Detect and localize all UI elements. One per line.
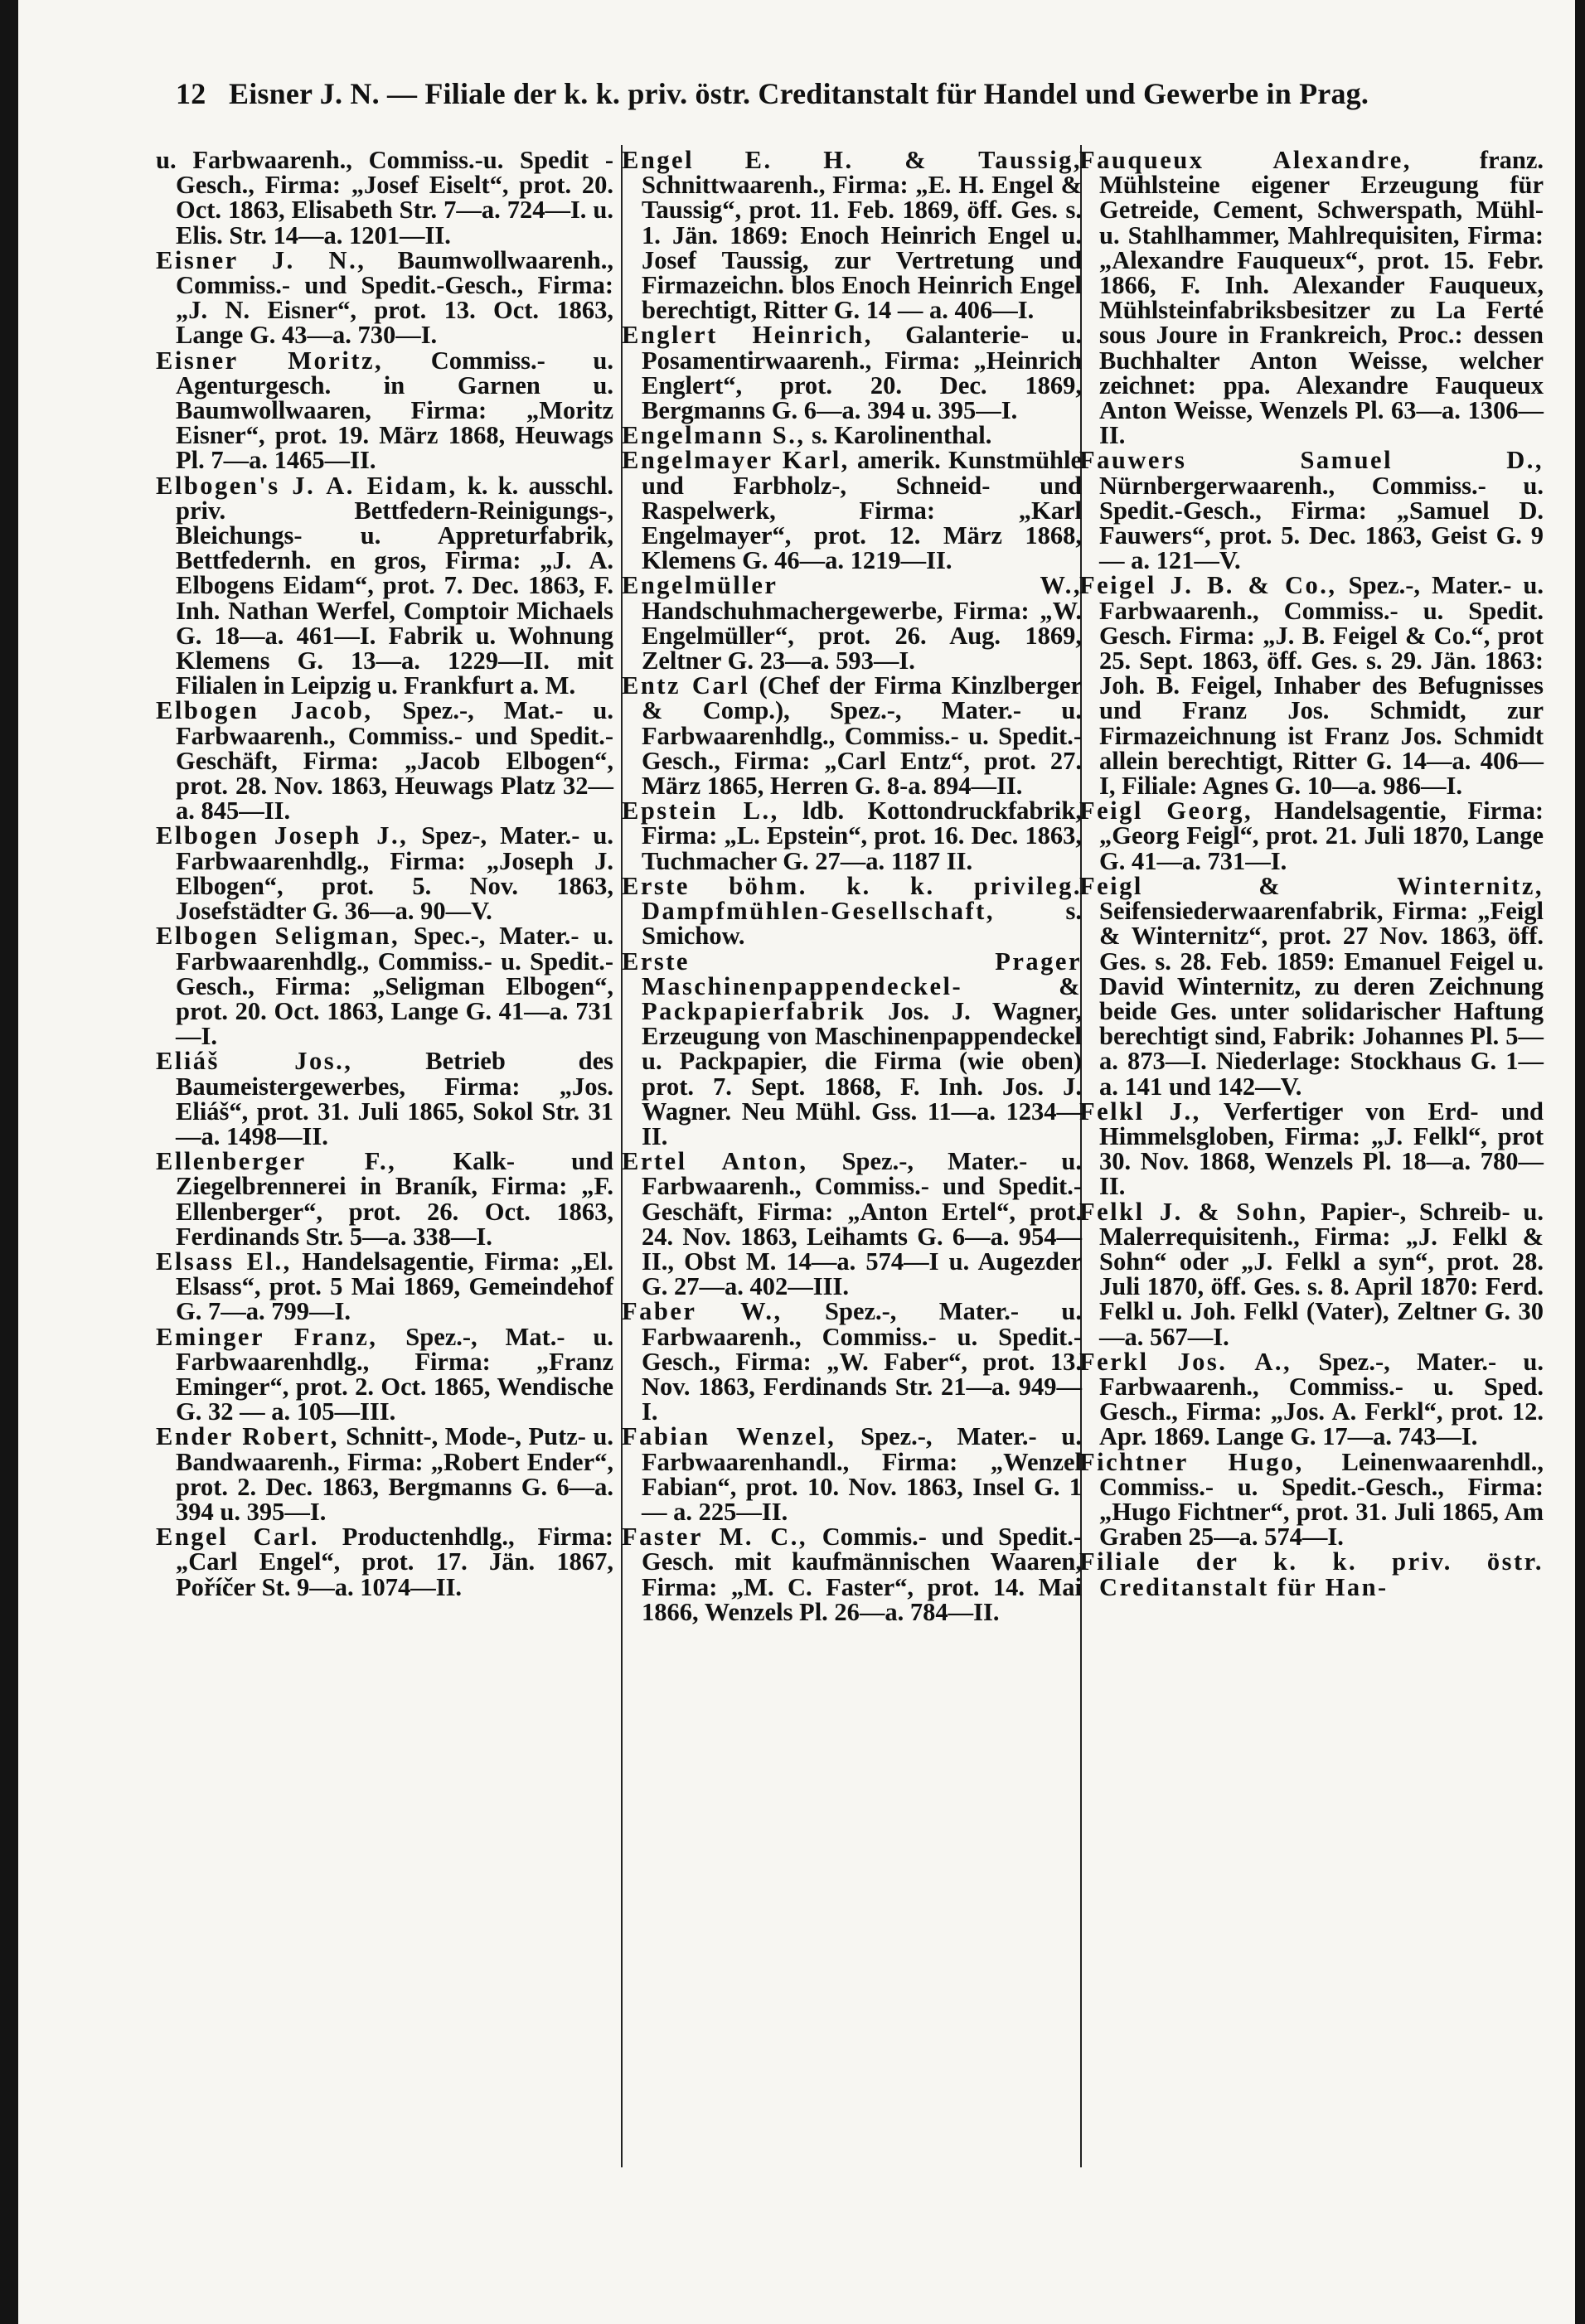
entry-name: Engelmüller W., xyxy=(622,571,1082,600)
entry-name: Entz Carl xyxy=(622,671,750,700)
entry-text: Spez.-, Mater.- u. Farbwaarenhandl., Firma: „Wenzel Fabian“, prot. 10. Nov. 1863, Insel G. 1 — a. 225—II. xyxy=(642,1422,1083,1526)
entry-name: Engel Carl. xyxy=(156,1523,319,1552)
directory-entry xyxy=(622,1149,1082,1299)
entry-text: Commis.- und Spedit.-Gesch. mit kaufmännischen Waaren, Firma: „M. C. Faster“, prot. 14. Mai 1866, Wenzels Pl. 26—a. 784—II. xyxy=(642,1523,1082,1626)
entry-text: k. k. ausschl. priv. Bettfedern-Reinigungs-, Bleichungs- u. Appreturfabrik, Bettfedernh. en gros, Firma: „J. A. Elbogens Eidam“, prot. 7. Dec. 1863, F. Inh. Nathan Werfel, Comptoir Michaels G. 18—a. 461—I. Fabrik u. Wohnung Klemens G. 13—a. 1229—II. mit Filialen in Leipzig u. Frankfurt a. M. xyxy=(176,471,614,700)
directory-entry xyxy=(622,871,1082,951)
directory-entry xyxy=(156,1048,613,1149)
entry-name: Engel E. H. & Taussig, xyxy=(622,146,1082,174)
entry-name: Faster M. C., xyxy=(622,1523,807,1552)
entry-name: Ferkl Jos. A., xyxy=(1079,1347,1292,1376)
entry-text: Spez.-, Mater.- u. Farbwaarenh., Commiss.- u. Spedit. Gesch. Firma: „J. B. Feigel & Co.“, prot 25. Sept. 1863, öff. Ges. s. 29. Jän. 1863: Joh. B. Feigel, Inhaber des Befugnisses und Franz Jos. Schmidt, zur Firmazeichnung ist Franz Jos. Schmidt allein berechtigt, Ritter G. 14—a. 406—I, Filiale: Agnes G. 10—a. 986—I. xyxy=(1099,571,1544,801)
directory-entry xyxy=(156,348,613,473)
directory-entry xyxy=(156,1149,613,1249)
entry-text: Handelsagentie, Firma: „Georg Feigl“, prot. 21. Juli 1870, Lange G. 41—a. 731—I. xyxy=(1099,796,1544,875)
entry-text: franz. Mühlsteine eigener Erzeugung für Getreide, Cement, Schwerspath, Mühl- u. Stahlhammer, Mahlrequisiten, Firma: „Alexandre Fauqueux“, prot. 15. Febr. 1866, F. Inh. Alexander Fauqueux, Mühlsteinfabriksbesitzer zu La Ferté sous Joure in Frankreich, Proc.: dessen Buchhalter Anton Weisse, welcher zeichnet: ppa. Alexandre Fauqueux Anton Weisse, Wenzels Pl. 63—a. 1306—II. xyxy=(1099,146,1544,450)
entry-text: Spez.-, Mater.- u. Farbwaarenh., Commiss.- u. Spedit.-Gesch., Firma: „W. Faber“, prot. 13. Nov. 1863, Ferdinands Str. 21—a. 949—I. xyxy=(642,1297,1082,1426)
entry-name: Elbogen's J. A. Eidam, xyxy=(156,471,458,500)
entry-name: Ellenberger F., xyxy=(156,1147,397,1176)
entry-text: amerik. Kunstmühle und Farbholz-, Schneid- und Raspelwerk, Firma: „Karl Engelmayer“, prot. 12. März 1868, Klemens G. 46—a. 1219—II. xyxy=(642,446,1083,575)
entry-text: Galanterie- u. Posamentirwaarenh., Firma: „Heinrich Englert“, prot. 20. Dec. 1869, Bergmanns G. 6—a. 394 u. 395—I. xyxy=(642,321,1082,425)
entry-text: Betrieb des Baumeistergewerbes, Firma: „Jos. Eliáš“, prot. 31. Juli 1865, Sokol Str. 31—a. 1498—II. xyxy=(176,1047,614,1150)
entry-name: Fauqueux Alexandre, xyxy=(1079,146,1412,174)
column-2 xyxy=(622,148,1082,1624)
directory-entry xyxy=(622,1299,1082,1424)
directory-entry xyxy=(622,949,1082,1150)
directory-entry xyxy=(622,573,1082,673)
directory-entry xyxy=(622,798,1082,874)
entry-text: Spec.-, Mater.- u. Farbwaarenhdlg., Commiss.- u. Spedit.-Gesch., Firma: „Seligman Elbogen“, prot. 20. Oct. 1863, Lange G. 41—a. 731—I. xyxy=(176,922,614,1051)
directory-entry xyxy=(156,473,613,699)
directory-entry xyxy=(156,922,614,1051)
entry-name: Elbogen Jacob, xyxy=(156,696,373,725)
directory-entry xyxy=(156,148,613,248)
entry-text: Nürnbergerwaarenh., Commiss.- u. Spedit.-Gesch., Firma: „Samuel D. Fauwers“, prot. 5. Dec. 1863, Geist G. 9 — a. 121—V. xyxy=(1099,471,1544,575)
entry-text: u. Farbwaarenh., Commiss.-u. Spedit -Gesch., Firma: „Josef Eiselt“, prot. 20. Oct. 1863, Elisabeth Str. 7—a. 724—I. u. Elis. Str. 14—a. 1201—II. xyxy=(156,146,613,249)
entry-name: Ertel Anton, xyxy=(622,1147,808,1176)
entry-name: Ender Robert, xyxy=(156,1422,339,1451)
entry-name: Felkl J. & Sohn, xyxy=(1079,1197,1308,1226)
directory-entry xyxy=(1079,1549,1544,1599)
entry-name: Engelmann S., xyxy=(622,421,806,450)
entry-name: Elbogen Seligman, xyxy=(156,922,400,951)
directory-entry xyxy=(156,1324,613,1425)
running-title: Eisner J. N. — Filiale der k. k. priv. östr. Creditanstalt für Handel und Gewerbe in Prag. xyxy=(229,77,1369,110)
directory-entry xyxy=(1079,871,1544,1101)
directory-entry xyxy=(622,423,1082,448)
page-header xyxy=(176,76,1469,111)
entry-name: Erste Prager Maschinenpappendeckel- & Packpapierfabrik xyxy=(622,947,1082,1025)
directory-entry xyxy=(156,1524,613,1600)
entry-name: Eminger Franz, xyxy=(156,1322,378,1351)
directory-entry xyxy=(1079,448,1544,573)
entry-name: Elbogen Joseph J., xyxy=(156,821,409,850)
entry-name: Fichtner Hugo, xyxy=(1079,1447,1304,1476)
entry-text: s. Smichow. xyxy=(642,897,1082,951)
entry-text: Spez.-, Mat.- u. Farbwaarenhdlg., Firma: „Franz Eminger“, prot. 2. Oct. 1865, Wendische G. 32 — a. 105—III. xyxy=(176,1322,613,1426)
directory-entry xyxy=(156,696,613,826)
entry-text: Spez.-, Mater.- u. Farbwaarenh., Commiss.- u. Sped. Gesch., Firma: „Jos. A. Ferkl“, prot. 12. Apr. 1869. Lange G. 17—a. 743—I. xyxy=(1099,1347,1544,1451)
entry-name: Eisner Moritz, xyxy=(156,346,384,375)
entry-text: Leinenwaarenhdl., Commiss.- u. Spedit.-Gesch., Firma: „Hugo Fichtner“, prot. 31. Juli 1865, Am Graben 25—a. 574—I. xyxy=(1099,1447,1544,1552)
entry-text: Spez.-, Mater.- u. Farbwaarenh., Commiss.- und Spedit.-Geschäft, Firma: „Anton Ertel“, prot. 24. Nov. 1863, Leihamts G. 6—a. 954—II., Obst M. 14—a. 574—I u. Augezder G. 27—a. 402—III. xyxy=(642,1147,1083,1301)
entry-text: Papier-, Schreib- u. Malerrequisitenh., Firma: „J. Felkl & Sohn“ oder „J. Felkl a syn“, prot. 28. Juli 1870, öff. Ges. s. 8. April 1870: Ferd. Felkl u. Joh. Felkl (Vater), Zeltner G. 30—a. 567—I. xyxy=(1099,1197,1544,1351)
entry-name: Felkl J., xyxy=(1079,1097,1201,1126)
entry-name: Faber W., xyxy=(622,1297,783,1326)
entry-name: Fabian Wenzel, xyxy=(622,1422,836,1451)
directory-entry xyxy=(1079,1349,1544,1450)
entry-name: Elsass El., xyxy=(156,1247,292,1276)
entry-text: Productenhdlg., Firma: „Carl Engel“, prot. 17. Jän. 1867, Poříčer St. 9—a. 1074—II. xyxy=(176,1523,613,1601)
entry-text: Schnitt-, Mode-, Putz- u. Bandwaarenh., Firma: „Robert Ender“, prot. 2. Dec. 1863, Bergmanns G. 6—a. 394 u. 395—I. xyxy=(176,1422,613,1526)
entry-name: Epstein L., xyxy=(622,796,779,826)
directory-entry xyxy=(622,322,1082,423)
directory-entry xyxy=(1079,1199,1544,1349)
directory-entry xyxy=(1079,798,1544,874)
entry-text: Spez-, Mater.- u. Farbwaarenhdlg., Firma: „Joseph J. Elbogen“, prot. 5. Nov. 1863, Josefstädter G. 36—a. 90—V. xyxy=(176,821,614,926)
directory-page xyxy=(18,0,1575,2324)
directory-entry xyxy=(156,245,613,350)
directory-entry xyxy=(622,1524,1082,1624)
entry-name: Eliáš Jos., xyxy=(156,1047,353,1076)
entry-text: Jos. J. Wagner, Erzeugung von Maschinenpappendeckel u. Packpapier, die Firma (wie oben) prot. 7. Sept. 1868, F. Inh. Jos. J. Wagner. Neu Mühl. Gss. 11—a. 1234—II. xyxy=(642,996,1083,1150)
entry-name: Eisner J. N., xyxy=(156,245,366,274)
directory-entry xyxy=(156,1424,613,1524)
directory-entry xyxy=(156,1249,613,1324)
column-3 xyxy=(1079,148,1544,1600)
directory-entry xyxy=(622,671,1082,801)
entry-name: Feigl Georg, xyxy=(1079,796,1253,826)
entry-name: Englert Heinrich, xyxy=(622,321,873,350)
entry-name: Erste böhm. k. k. privileg. Dampfmühlen-Gesellschaft, xyxy=(622,871,1082,926)
directory-entry xyxy=(1079,148,1544,448)
directory-entry xyxy=(622,146,1082,325)
entry-text: Baumwollwaarenh., Commiss.- und Spedit.-Gesch., Firma: „J. N. Eisner“, prot. 13. Oct. 1863, Lange G. 43—a. 730—I. xyxy=(176,245,613,350)
directory-entry xyxy=(1079,1447,1544,1552)
entry-text: Seifensiederwaarenfabrik, Firma: „Feigl & Winternitz“, prot. 27 Nov. 1863, öff. Ges. s. 28. Feb. 1859: Emanuel Feigel u. David Winternitz, zu deren Zeichnung beide Ges. unter solidarischer Haftung berechtigt sind, Fabrik: Johannes Pl. 5—a. 873—I. Niederlage: Stockhaus G. 1—a. 141 und 142—V. xyxy=(1099,897,1544,1101)
column-1 xyxy=(156,148,613,1600)
directory-entry xyxy=(156,821,614,926)
entry-name: Engelmayer Karl, xyxy=(622,446,850,475)
entry-text: Kalk- und Ziegelbrennerei in Braník, Firma: „F. Ellenberger“, prot. 26. Oct. 1863, Ferdinands Str. 5—a. 338—I. xyxy=(176,1147,614,1251)
entry-name: Fauwers Samuel D., xyxy=(1079,446,1544,475)
entry-text: Spez.-, Mat.- u. Farbwaarenh., Commiss.- und Spedit.-Geschäft, Firma: „Jacob Elbogen“, prot. 28. Nov. 1863, Heuwags Platz 32—a. 845—II. xyxy=(176,696,613,826)
entry-text: Handschuhmachergewerbe, Firma: „W. Engelmüller“, prot. 26. Aug. 1869, Zeltner G. 23—a. 593—I. xyxy=(642,596,1082,675)
entry-text: Commiss.- u. Agenturgesch. in Garnen u. Baumwollwaaren, Firma: „Moritz Eisner“, prot. 19. März 1868, Heuwags Pl. 7—a. 1465—II. xyxy=(176,346,613,475)
directory-entry xyxy=(1079,571,1544,801)
entry-name: Feigl & Winternitz, xyxy=(1079,871,1544,900)
entry-name: Feigel J. B. & Co., xyxy=(1079,571,1337,600)
directory-entry xyxy=(622,448,1082,573)
entry-text: Handelsagentie, Firma: „El. Elsass“, prot. 5 Mai 1869, Gemeindehof G. 7—a. 799—I. xyxy=(176,1247,613,1326)
page-number: 12 xyxy=(176,77,206,110)
entry-text: Verfertiger von Erd- und Himmelsgloben, Firma: „J. Felkl“, prot 30. Nov. 1868, Wenzels Pl. 18—a. 780—II. xyxy=(1099,1097,1544,1201)
directory-entry xyxy=(622,1424,1082,1524)
entry-text: (Chef der Firma Kinzlberger & Comp.), Spez.-, Mater.- u. Farbwaarenhdlg., Commiss.- u. Spedit.-Gesch., Firma: „Carl Entz“, prot. 27. März 1865, Herren G. 8-a. 894—II. xyxy=(642,671,1082,801)
entry-text: ldb. Kottondruckfabrik, Firma: „L. Epstein“, prot. 16. Dec. 1863, Tuchmacher G. 27—a. 1187 II. xyxy=(642,796,1082,875)
entry-name: Filiale der k. k. priv. östr. Creditanstalt für Han- xyxy=(1079,1547,1544,1601)
entry-text: Schnittwaarenh., Firma: „E. H. Engel & Taussig“, prot. 11. Feb. 1869, öff. Ges. s. 1. Jän. 1869: Enoch Heinrich Engel u. Josef Taussig, zur Vertretung und Firmazeichn. blos Enoch Heinrich Engel berechtigt, Ritter G. 14 — a. 406—I. xyxy=(642,171,1082,325)
entry-text: s. Karolinenthal. xyxy=(812,421,992,450)
directory-entry xyxy=(1079,1099,1544,1199)
